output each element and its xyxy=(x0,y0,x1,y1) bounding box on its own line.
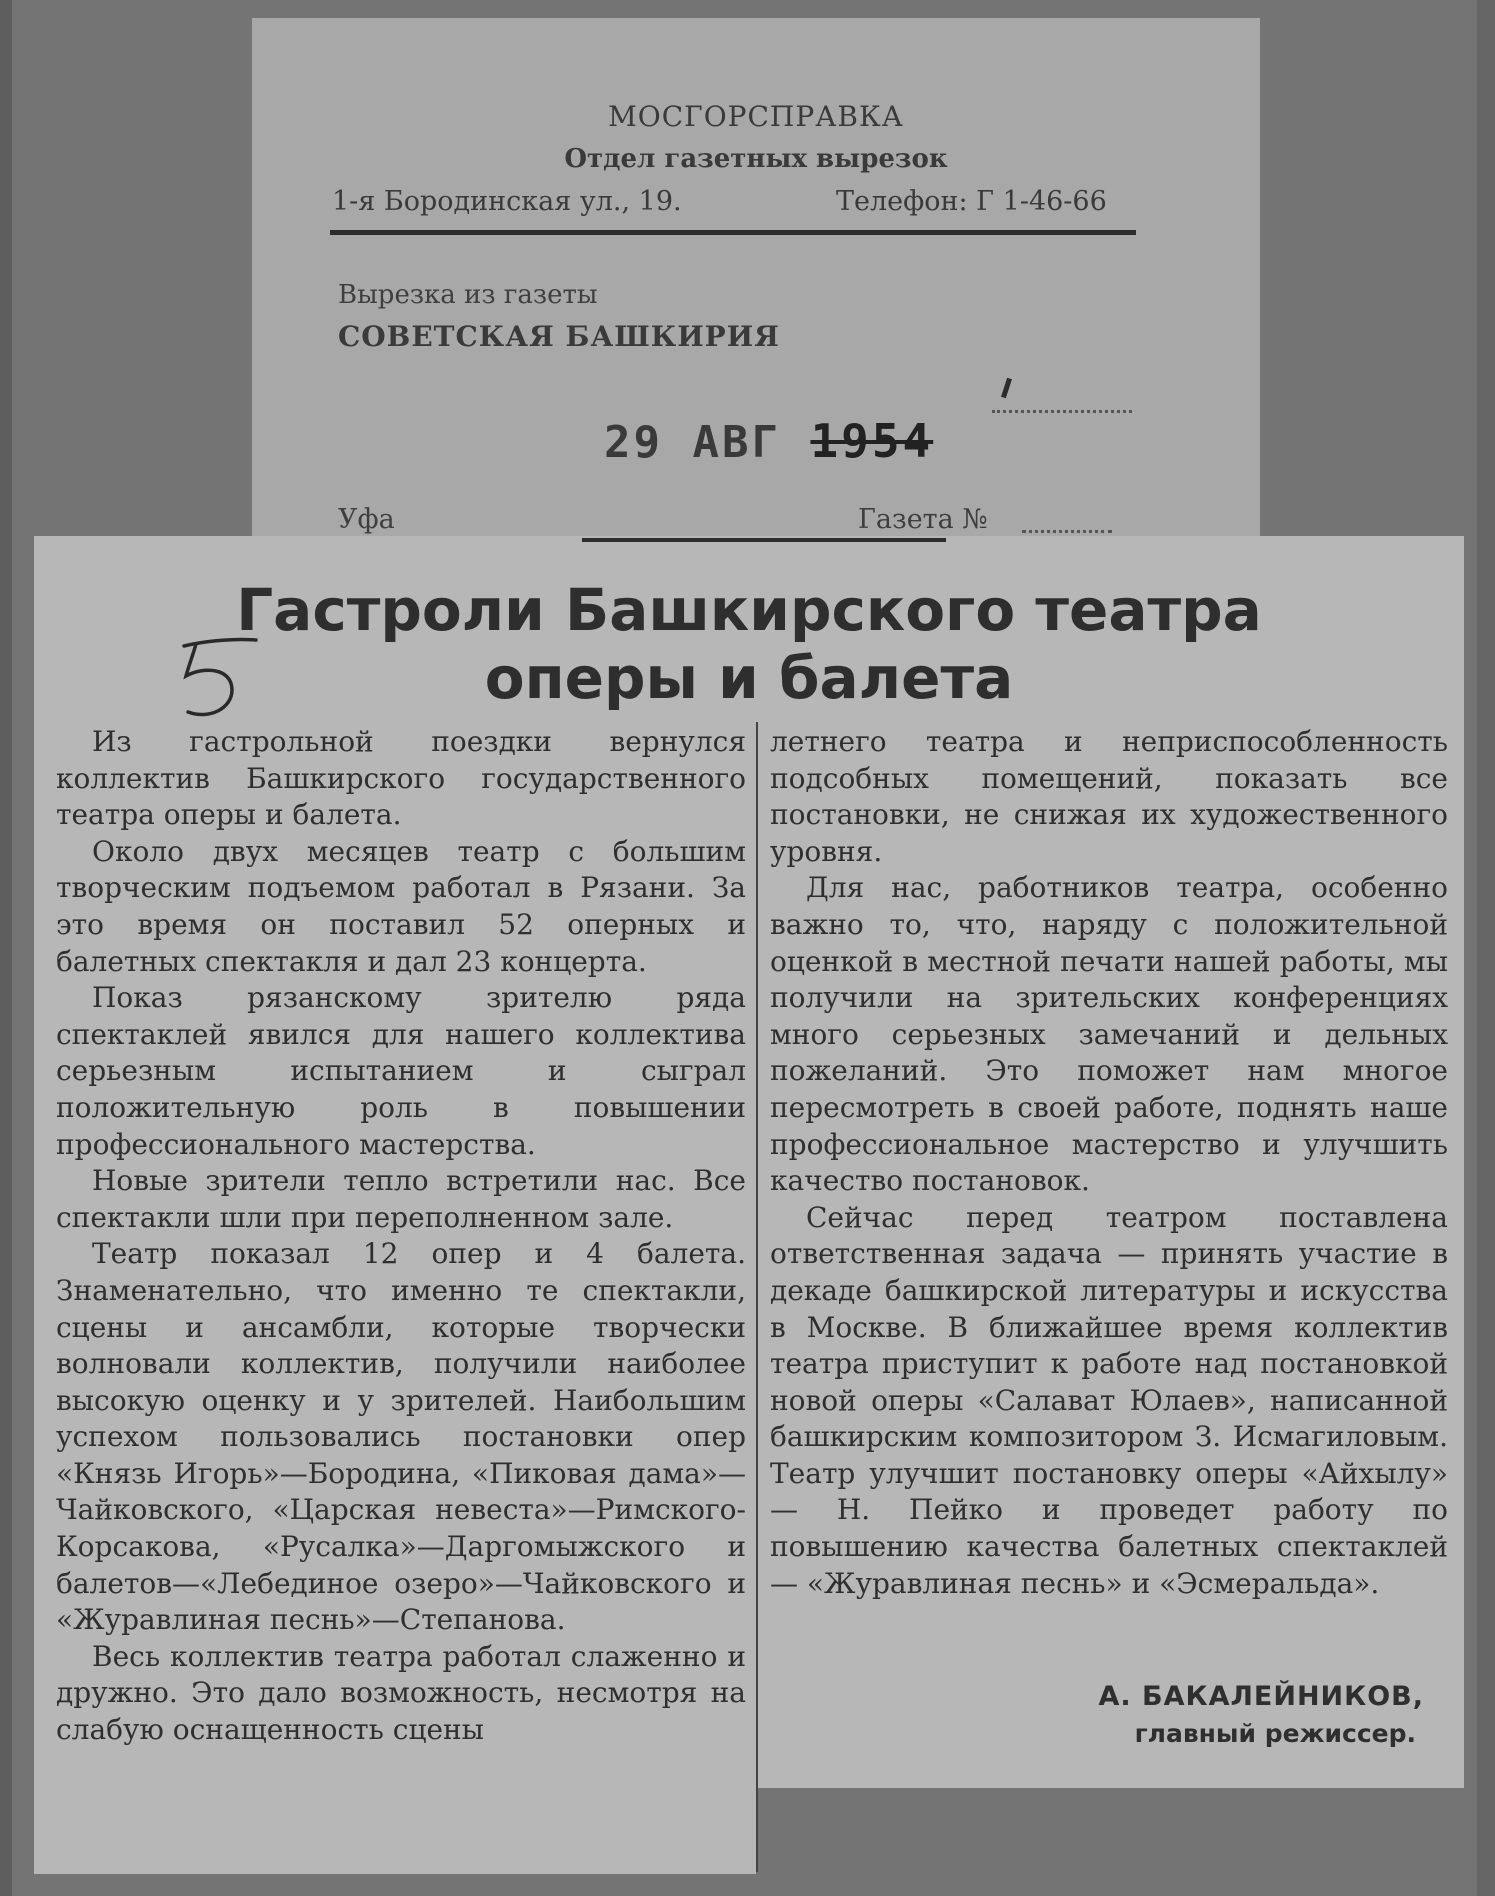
city-label: Уфа xyxy=(338,504,395,535)
newspaper-name: СОВЕТСКАЯ БАШКИРИЯ xyxy=(338,320,780,353)
organization-name: МОСГОРСПРАВКА xyxy=(608,100,904,133)
bureau-address: 1-я Бородинская ул., 19. xyxy=(332,186,682,217)
handwritten-mark-text: 5 xyxy=(170,628,171,629)
author-signature xyxy=(1098,1678,1424,1752)
gazeta-number-label: Газета № xyxy=(858,504,988,535)
paragraph: Показ рязанскому зрителю ряда спектаклей явился для нашего коллектива серьезным испытанием и сыграл положительную роль в повышении профессионального мастерства. xyxy=(56,981,746,1161)
ink-tick-mark xyxy=(1001,378,1012,399)
date-dotted-line xyxy=(992,410,1132,415)
bureau-phone: Телефон: Г 1-46-66 xyxy=(836,186,1107,217)
column-divider xyxy=(756,722,758,1872)
paragraph-continuation: летнего театра и неприспособленность подсобных помещений, показать все постановки, не снижая их художественного уровня. xyxy=(770,725,1448,868)
newspaper-clipping xyxy=(34,536,1464,1876)
clipping-label: Вырезка из газеты xyxy=(338,280,598,310)
article-column-right xyxy=(770,724,1448,1602)
paragraph: Театр показал 12 опер и 4 балета. Знаменательно, что именно те спектакли, сцены и ансамбли, которые творчески волновали коллектив, получили наиболее высокую оценку и у зрителей. Наибольшим успехом пользовались постановки опер «Князь Игорь»—Бородина, «Пиковая дама»—Чайковского, «Царская невеста»—Римского-Корсакова, «Русалка»—Даргомыжского и балетов—«Лебединое озеро»—Чайковского и «Журавлиная песнь»—Степанова. xyxy=(56,1237,746,1637)
gazeta-dotted-line xyxy=(1022,530,1112,533)
scan-edge-left xyxy=(0,0,12,1896)
article-column-left xyxy=(56,724,746,1749)
paragraph: Около двух месяцев театр с большим творческим подъемом работал в Рязани. За это время он поставил 52 оперных и балетных спектакля и дал 23 концерта. xyxy=(56,834,746,978)
clipping-bureau-card xyxy=(252,18,1260,578)
author-role: главный режиссер. xyxy=(1134,1719,1416,1748)
author-name: А. БАКАЛЕЙНИКОВ, xyxy=(1098,1681,1424,1712)
scan-edge-right xyxy=(1477,0,1495,1896)
paragraph: Весь коллектив театра работал слаженно и дружно. Это дало возможность, несмотря на слабую оснащенность сцены xyxy=(56,1639,746,1747)
paragraph: Для нас, работников театра, особенно важно то, что, наряду с положительной оценкой в местной печати нашей работы, мы получили на зрительских конференциях много серьезных замечаний и дельных пожеланий. Это поможет нам многое пересмотреть в своей работе, поднять наше профессиональное мастерство и улучшить качество постановок. xyxy=(770,871,1448,1198)
article-headline xyxy=(34,576,1464,712)
headline-line-2: оперы и балета xyxy=(484,644,1014,712)
department-name: Отдел газетных вырезок xyxy=(564,144,948,174)
headline-line-1: Гастроли Башкирского театра xyxy=(236,576,1262,644)
date-stamp xyxy=(604,414,933,468)
paragraph: Сейчас перед театром поставлена ответственная задача — принять участие в декаде башкирской литературы и искусства в Москве. В ближайшее время коллектив театра приступит к работе над постановкой новой оперы «Салават Юлаев», написанной башкирским композитором З. Исмагиловым. Театр улучшит постановку оперы «Айхылу» — Н. Пейко и проведет работу по повышению качества балетных спектаклей — «Журавлиная песнь» и «Эсмеральда». xyxy=(770,1200,1448,1600)
date-stamp-day-month: 29 АВГ xyxy=(604,417,781,468)
paragraph: Из гастрольной поездки вернулся коллектив Башкирского государственного театра оперы и балета. xyxy=(56,725,746,832)
clipping-paper-tail xyxy=(34,1788,756,1874)
header-rule xyxy=(330,230,1136,235)
paragraph: Новые зрители тепло встретили нас. Все спектакли шли при переполненном зале. xyxy=(56,1164,746,1234)
clipping-top-rule xyxy=(582,538,946,542)
date-stamp-year: 1954 xyxy=(810,414,934,468)
